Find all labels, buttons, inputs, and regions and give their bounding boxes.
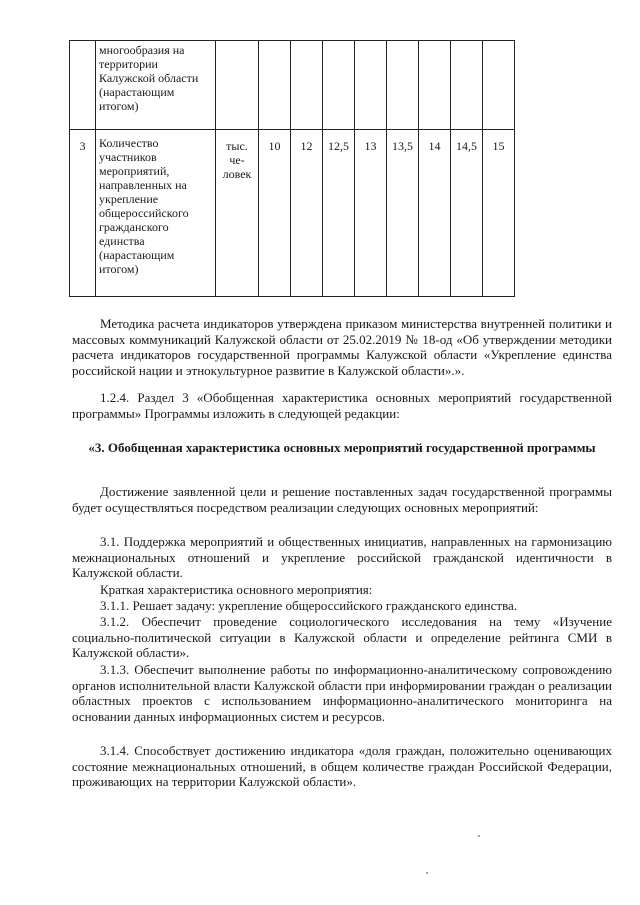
value-cell: 12: [291, 130, 323, 297]
row-number: 3: [70, 130, 96, 297]
amendment-paragraph: 1.2.4. Раздел 3 «Обобщенная характеристика основных мероприятий государственной программы» Программы изложить в следующей редакции:: [72, 390, 612, 421]
scan-speck: [426, 872, 428, 874]
indicators-table: [69, 40, 515, 297]
item-3-1-3: 3.1.3. Обеспечит выполнение работы по информационно-аналитическому сопровождению органов исполнительной власти Калужской области при информировании граждан о реализации областных проектов с использованием информационно-аналитического мониторинга на основании данных информационных систем и ресурсов.: [72, 662, 612, 724]
item-3-1-4: 3.1.4. Способствует достижению индикатора «доля граждан, положительно оценивающих состояние межнациональных отношений, в общем количестве граждан Российской Федерации, проживающих на территории Калужской области».: [72, 743, 612, 790]
intro-paragraph: Достижение заявленной цели и решение поставленных задач государственной программы будет осуществляться посредством реализации следующих основных мероприятий:: [72, 484, 612, 515]
value-cell: 10: [259, 130, 291, 297]
value-cell: [291, 41, 323, 130]
value-cell: [451, 41, 483, 130]
value-cell: 15: [483, 130, 515, 297]
value-cell: [355, 41, 387, 130]
item-3-1-2: 3.1.2. Обеспечит проведение социологического исследования на тему «Изучение социально-политической ситуации в Калужской области и определение рейтинга СМИ в Калужской области».: [72, 614, 612, 661]
indicator-name: Количество участников мероприятий, направленных на укрепление общероссийского гражданского единства (нарастающим итогом): [96, 130, 216, 297]
value-cell: 13,5: [387, 130, 419, 297]
methodology-paragraph: Методика расчета индикаторов утверждена приказом министерства внутренней политики и массовых коммуникаций Калужской области от 25.02.2019 № 18-од «Об утверждении методики расчета индикаторов государственной программы Калужской области «Укрепление единства российской нации и этнокультурное развитие в Калужской области».».: [72, 316, 612, 378]
unit-cell: тыс. че-ловек: [216, 130, 259, 297]
indicator-name: многообразия на территории Калужской области (нарастающим итогом): [96, 41, 216, 130]
value-cell: 13: [355, 130, 387, 297]
unit-cell: [216, 41, 259, 130]
item-3-1-1: 3.1.1. Решает задачу: укрепление общероссийского гражданского единства.: [100, 598, 518, 613]
scan-speck: [478, 835, 480, 837]
value-cell: [259, 41, 291, 130]
value-cell: 12,5: [323, 130, 355, 297]
table-row: [70, 130, 515, 297]
value-cell: 14,5: [451, 130, 483, 297]
value-cell: [323, 41, 355, 130]
value-cell: 14: [419, 130, 451, 297]
row-number: [70, 41, 96, 130]
value-cell: [483, 41, 515, 130]
value-cell: [387, 41, 419, 130]
table-row: [70, 41, 515, 130]
brief-label: Краткая характеристика основного мероприятия:: [100, 582, 373, 597]
section-heading: «3. Обобщенная характеристика основных мероприятий государственной программы: [88, 440, 596, 455]
item-3-1: 3.1. Поддержка мероприятий и общественных инициатив, направленных на гармонизацию межнациональных отношений и укрепление российской гражданской идентичности в Калужской области.: [72, 534, 612, 581]
value-cell: [419, 41, 451, 130]
